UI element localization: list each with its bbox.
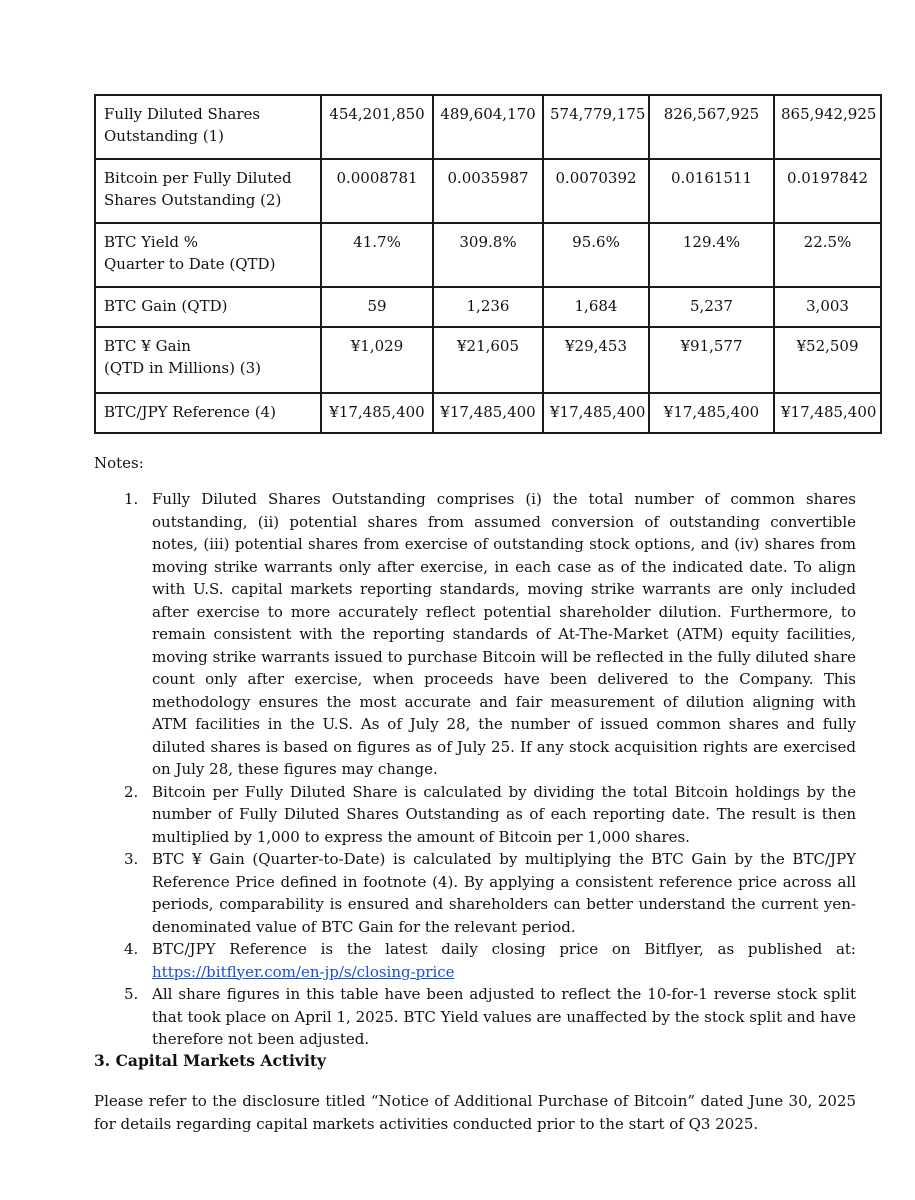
row-label [95,95,321,159]
note-number: 2. [124,782,139,801]
row-label-line: (QTD in Millions) (3) [104,359,261,377]
row-label [95,223,321,287]
note-number: 4. [124,940,139,958]
note-item [94,488,856,781]
note-item [94,938,856,983]
row-label-line: BTC Gain (QTD) [104,297,228,315]
note-item [94,983,856,1051]
table-row-btc-yen-gain [95,327,881,393]
table-row-btc-jpy-reference [95,393,881,433]
table-cell: 454,201,850 [321,95,433,159]
row-label-line: BTC ¥ Gain [104,337,191,355]
table-cell: ¥17,485,400 [774,393,881,433]
table-cell: ¥91,577 [649,327,774,393]
row-label [95,159,321,223]
note-text: BTC/JPY Reference is the latest daily closing price on Bitflyer, as published at: [152,940,856,958]
table-cell: 22.5% [774,223,881,287]
table-cell: 0.0070392 [543,159,649,223]
table-row-btc-gain [95,287,881,327]
row-label-line: BTC/JPY Reference (4) [104,403,276,421]
table-row-fully-diluted-shares [95,95,881,159]
table-cell: 95.6% [543,223,649,287]
note-item [94,848,856,938]
table-cell: 865,942,925 [774,95,881,159]
table-cell: 574,779,175 [543,95,649,159]
row-label-line: BTC Yield % [104,233,199,251]
note-text: Fully Diluted Shares Outstanding comprises (i) the total number of common shares outstanding, (ii) potential shares from assumed conversion of outstanding convertible notes, (iii) potential shares from exercise of outstanding stock options, and (iv) shares from moving strike warrants only after exercise, in each case as of the indicated date. To align with U.S. capital markets reporting standards, moving strike warrants are only included after exercise to more accurately reflect potential shareholder dilution. Furthermore, to remain consistent with the reporting standards of At-The-Market (ATM) equity facilities, moving strike warrants issued to purchase Bitcoin will be reflected in the fully diluted share count only after exercise, when proceeds have been delivered to the Company. This methodology ensures the most accurate and fair measurement of dilution aligning with ATM facilities in the U.S. As of July 28, the number of issued common shares and fully diluted shares is based on figures as of July 25. If any stock acquisition rights are exercised on July 28, these figures may change. [152,490,856,778]
table-cell: ¥52,509 [774,327,881,393]
row-label-line: Quarter to Date (QTD) [104,255,276,273]
table-cell: ¥17,485,400 [433,393,543,433]
notes-title: Notes: [94,454,144,472]
table-cell: ¥17,485,400 [321,393,433,433]
row-label [95,393,321,433]
section-heading: 3. Capital Markets Activity [94,1051,326,1070]
row-label-line: Fully Diluted Shares [104,105,261,123]
note-number: 3. [124,850,139,868]
table-cell: 826,567,925 [649,95,774,159]
note-text: BTC ¥ Gain (Quarter-to-Date) is calculated by multiplying the BTC Gain by the BTC/JPY Reference Price defined in footnote (4). By applying a consistent reference price across all periods, comparability is ensured and shareholders can better understand the current yen-denominated value of BTC Gain for the relevant period. [152,850,856,936]
table-cell: ¥29,453 [543,327,649,393]
note-text: All share figures in this table have been adjusted to reflect the 10-for-1 reverse stock split that took place on April 1, 2025. BTC Yield values are unaffected by the stock split and have therefore not been adjusted. [152,985,856,1048]
table-cell: 41.7% [321,223,433,287]
row-label-line: Shares Outstanding (2) [104,191,282,209]
row-label-line: Bitcoin per Fully Diluted [104,169,292,187]
btc-metrics-table [94,94,882,434]
section-body: Please refer to the disclosure titled “Notice of Additional Purchase of Bitcoin” dated June 30, 2025 for details regarding capital markets activities conducted prior to the start of Q3 2025. [94,1092,856,1133]
table-cell: 0.0197842 [774,159,881,223]
row-label [95,287,321,327]
bitflyer-closing-price-link[interactable]: https://bitflyer.com/en-jp/s/closing-price [152,962,455,981]
table-cell: 1,236 [433,287,543,327]
note-number: 5. [124,985,139,1003]
note-text: Bitcoin per Fully Diluted Share is calculated by dividing the total Bitcoin holdings by the number of Fully Diluted Shares Outstanding as of each reporting date. The result is then multiplied by 1,000 to express the amount of Bitcoin per 1,000 shares. [152,782,856,846]
row-label [95,327,321,393]
table-cell: ¥17,485,400 [543,393,649,433]
notes-list [94,488,856,1051]
table-cell: 1,684 [543,287,649,327]
table-cell: 5,237 [649,287,774,327]
table-cell: 489,604,170 [433,95,543,159]
row-label-line: Outstanding (1) [104,127,224,145]
table-cell: 129.4% [649,223,774,287]
table-cell: 0.0008781 [321,159,433,223]
table-cell: ¥17,485,400 [649,393,774,433]
table-row-bitcoin-per-share [95,159,881,223]
table-cell: 309.8% [433,223,543,287]
note-number: 1. [124,490,139,508]
table-cell: 0.0035987 [433,159,543,223]
table-cell: ¥21,605 [433,327,543,393]
table-cell: ¥1,029 [321,327,433,393]
table-cell: 59 [321,287,433,327]
table-cell: 3,003 [774,287,881,327]
note-item [94,781,856,849]
table-cell: 0.0161511 [649,159,774,223]
table-row-btc-yield [95,223,881,287]
